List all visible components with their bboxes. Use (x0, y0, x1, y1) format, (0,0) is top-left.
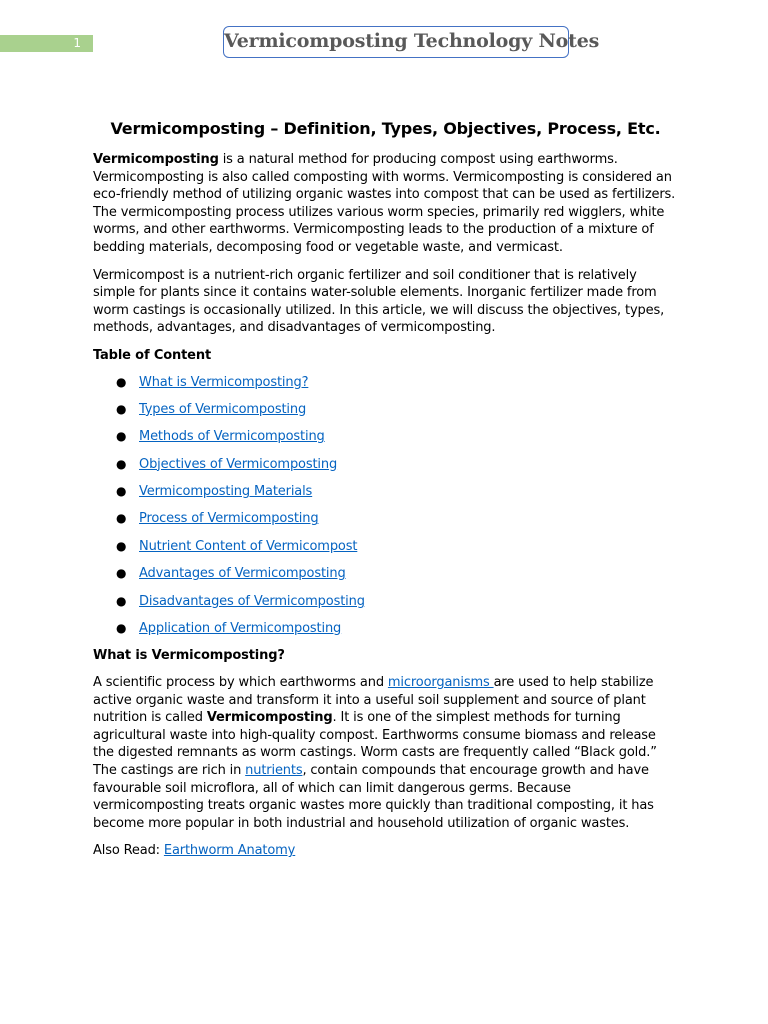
bullet-icon: ● (116, 484, 127, 499)
toc-link-types[interactable]: Types of Vermicomposting (139, 401, 307, 417)
toc-item (93, 483, 678, 510)
bullet-icon: ● (116, 538, 127, 553)
article-title: Vermicomposting – Definition, Types, Objectives, Process, Etc. (110, 119, 661, 138)
toc-link-what-is[interactable]: What is Vermicomposting? (139, 374, 309, 390)
nutrients-link[interactable]: nutrients (245, 763, 303, 778)
bullet-icon: ● (116, 593, 127, 608)
section-bold-term: Vermicomposting (206, 710, 333, 726)
toc-link-objectives[interactable]: Objectives of Vermicomposting (139, 456, 338, 472)
header-title: Vermicomposting Technology Notes (223, 26, 569, 58)
intro-text: is a natural method for producing compost using earthworms. Vermicomposting is also called composting with worms. Vermicomposting is considered an eco-friendly method of utilizing organic wastes into compost that can be used as fertilizers. The vermicomposting process utilizes various worm species, primarily red wigglers, white worms, and other earthworms. Vermicomposting leads to the production of a mixture of bedding materials, decomposing food or vegetable waste, and vermicast. (93, 152, 676, 255)
toc-link-advantages[interactable]: Advantages of Vermicomposting (139, 566, 346, 582)
toc-link-process[interactable]: Process of Vermicomposting (139, 511, 319, 527)
bullet-icon: ● (116, 401, 127, 416)
earthworm-anatomy-link[interactable]: Earthworm Anatomy (163, 843, 296, 859)
toc-item (93, 374, 678, 401)
second-paragraph: Vermicompost is a nutrient-rich organic fertilizer and soil conditioner that is relatively simple for plants since it contains water-soluble elements. Inorganic fertilizer made from worm castings is occasionally utilized. In this article, we will discuss the objectives, types, methods, advantages, and disadvantages of vermicomposting. (93, 267, 665, 336)
intro-paragraph (93, 151, 678, 257)
toc-heading: Table of Content (93, 347, 212, 363)
section-text: . It is one of the simplest methods for turning agricultural waste into high-quality compost. Earthworms consume biomass and release the digested remnants as worm castings. Worm casts are frequently called “Black gold.” The castings are rich in (93, 710, 657, 778)
microorganisms-link[interactable]: microorganisms (387, 675, 494, 691)
page-number: 1 (0, 35, 93, 52)
also-read (93, 842, 678, 860)
section-text: A scientific process by which earthworms and (93, 675, 388, 691)
bullet-icon: ● (116, 621, 127, 636)
bullet-icon: ● (116, 429, 127, 444)
toc-link-disadvantages[interactable]: Disadvantages of Vermicomposting (139, 593, 365, 609)
toc-link-materials[interactable]: Vermicomposting Materials (139, 484, 313, 500)
section-paragraph (93, 674, 678, 832)
intro-bold-term: Vermicomposting (93, 152, 219, 167)
article-body (93, 118, 678, 870)
toc-item (93, 538, 678, 565)
toc-item (93, 428, 678, 455)
toc-item (93, 456, 678, 483)
toc-item (93, 593, 678, 620)
toc-link-application[interactable]: Application of Vermicomposting (139, 621, 342, 637)
bullet-icon: ● (116, 456, 127, 471)
toc-link-nutrient-content[interactable]: Nutrient Content of Vermicompost (139, 538, 358, 554)
toc-link-methods[interactable]: Methods of Vermicomposting (139, 429, 325, 445)
table-of-contents (93, 374, 678, 648)
bullet-icon: ● (116, 511, 127, 526)
section-text: , contain compounds that encourage growth and have favourable soil microflora, all of which can limit dangerous germs. Because vermicomposting treats organic wastes more quickly than traditional composting, it has become more popular in both industrial and household utilization of organic wastes. (93, 763, 654, 831)
toc-item (93, 401, 678, 428)
toc-item (93, 510, 678, 537)
section-heading: What is Vermicomposting? (93, 648, 285, 664)
bullet-icon: ● (116, 374, 127, 389)
also-read-label: Also Read: (93, 843, 164, 859)
toc-item (93, 620, 678, 647)
bullet-icon: ● (116, 566, 127, 581)
section-text: are used to help stabilize active organic waste and transform it into a useful soil supplement and source of plant nutrition is called (93, 675, 654, 726)
toc-item (93, 565, 678, 592)
